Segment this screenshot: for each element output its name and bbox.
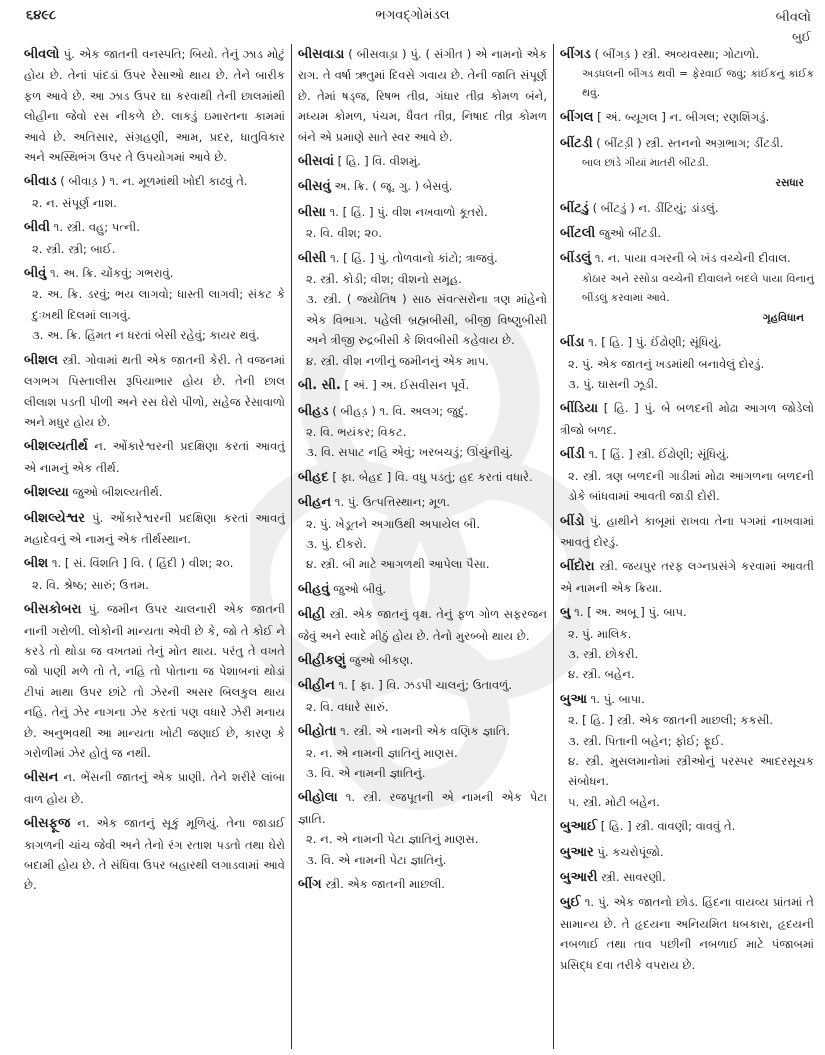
sense-definition: ૩. પું. દીકરો. bbox=[306, 536, 367, 551]
dictionary-entry bbox=[298, 675, 547, 717]
sense-definition: ૪. સ્ત્રી. બહેન. bbox=[568, 667, 635, 682]
dictionary-entry bbox=[24, 508, 285, 550]
dictionary-entry bbox=[560, 867, 814, 888]
definition: [ હિ. ] વિ. વીશમું. bbox=[337, 154, 421, 169]
book-title: ભગવદ્ગોમંડલ bbox=[375, 8, 450, 23]
headword: બીંડિયા bbox=[560, 401, 599, 417]
headword: બીંટડું bbox=[560, 200, 589, 216]
usage-quote: બાલ છાંડે ગીયાં માતરી બીંટડી. bbox=[582, 157, 709, 170]
headword: બીહીકણું bbox=[298, 652, 346, 668]
definition: સ્ત્રી. એક જાતની માછલી. bbox=[325, 877, 445, 892]
headword: બીસફૂજ bbox=[24, 816, 71, 832]
definition: ન. એક જાતનું સૂકું મૂળિયું. તેના જાડાઈ કાગળની ચાંચ જેવી અને તેનો રંગ રતાશ પડતો તથા ઘેરો બદામી હોય છે. તે સંધિવા ઉપર બહારથી લગાડવામાં આવે છે. bbox=[24, 816, 286, 893]
dictionary-entry bbox=[560, 816, 814, 837]
definition: પું. હાથીને કાબૂમાં રાખવા તેના પગમાં નાખવામાં આવતું દોરડું. bbox=[560, 513, 814, 549]
page-number: ૬૪૯૮ bbox=[26, 8, 57, 23]
definition: સ્ત્રી. ગોવામાં થતી એક જાતની કેરી. તે વજનમાં લગભગ પિસ્તાલીસ રૂપિયાભાર હોય છે. તેની છાલ લીલાશ પડતી પીળી અને રસ ઘેરો પીળો, સહેજ રેસાવાળો અને મધુર હોય છે. bbox=[24, 352, 285, 429]
headword: બીંડા bbox=[560, 335, 585, 351]
sense-definition: ૨. પું. માલિક. bbox=[568, 626, 632, 641]
sense-definition: ૨. વિ. ભયંકર; વિકટ. bbox=[306, 424, 407, 439]
headword: બીસા bbox=[298, 204, 326, 220]
definition: સ્ત્રી. એક જાતનું વૃક્ષ. તેનું ફળ ગોળ સફરજન જેવું અને સ્વાદે મીઠું હોય છે. તેનો મુરબ્બો થાય છે. bbox=[298, 607, 547, 643]
dictionary-entry bbox=[560, 892, 814, 975]
sense-definition: ૪. સ્ત્રી. બી માટે આગળથી આપેલા પૈસા. bbox=[306, 557, 490, 572]
definition: અ. ક્રિ. ( જૂ. ગુ. ) બેસવું. bbox=[334, 179, 453, 194]
definition: ( બીહડ઼ ) ૧. વિ. અલગ; જુદું. bbox=[332, 403, 469, 418]
dictionary-entry bbox=[298, 467, 547, 488]
headword: બીહવું bbox=[298, 581, 330, 597]
dictionary-entry bbox=[24, 217, 285, 259]
definition: ૧. [ સં. વિંશતિ ] વિ. ( હિંદી ) વીશ; ૨૦. bbox=[51, 556, 234, 571]
headword: બીવી bbox=[24, 220, 50, 236]
headword: બીહોલા bbox=[298, 790, 338, 806]
dictionary-entry bbox=[298, 787, 547, 870]
usage-quote: કોઠાર અને રસોડા વચ્ચેની દીવાલને બદલે પાયા વિનાનું બીંડલું કરવામાં આવે. bbox=[582, 272, 814, 304]
headword: બીહીન bbox=[298, 678, 335, 694]
definition: [ હિ. ] સ્ત્રી. વાવણી; વાવવું તે. bbox=[600, 819, 736, 834]
definition: જુઓ બીકણ. bbox=[349, 652, 414, 667]
dictionary-entry bbox=[24, 350, 285, 433]
dictionary-entry bbox=[24, 482, 285, 503]
dictionary-entry bbox=[298, 874, 547, 895]
definition: [ અં. ] અ. ઈસવીસન પૂર્વે. bbox=[344, 378, 470, 393]
usage-quote: અડધલની બીંગડ થવી = ફેરવાઈ જવું; કાંઈકનું કાંઈક થવું. bbox=[582, 68, 814, 100]
column-2 bbox=[292, 44, 554, 1049]
headword: બીહદ bbox=[298, 469, 329, 485]
sense-definition: ૩. અ. ક્રિ. હિંમત ન ધરતાં બેસી રહેવું; કાયર થવું. bbox=[32, 328, 260, 343]
sense-definition: ૨. વિ. વધારે સારું. bbox=[306, 699, 389, 714]
sense-definition: ૨. [ હિ. ] સ્ત્રી. એક જાતની માછલી; કકસી. bbox=[568, 713, 774, 728]
dictionary-entry bbox=[560, 44, 814, 103]
sense-definition: ૩. પું. ઘાસની ઝૂડી. bbox=[568, 377, 658, 392]
dictionary-entry bbox=[560, 602, 814, 685]
sense-definition: ૩. વિ. એ નામની જ્ઞાતિનું. bbox=[306, 766, 426, 780]
headword: બીવાડ bbox=[24, 174, 57, 190]
definition: જુઓ બીવું. bbox=[333, 581, 387, 596]
headword: બુ bbox=[560, 605, 571, 621]
guide-word-first: બીવલો bbox=[775, 10, 811, 25]
headword: બીવલો bbox=[24, 47, 60, 62]
definition: ( બીસવાડ઼ા ) પું. ( સંગીત ) એ નામનો એક રાગ. તે વર્ષા ઋતુમાં દિવસે ગવાય છે. તેની જાતિ સંપૂર્ણ છે. તેમાં ષડ્જ, રિષભ તીવ્ર, ગંધાર તીવ્ર કોમળ બંને, મધ્યમ કોમળ, પંચમ, ધૈવત તીવ્ર, નિષાદ તીવ્ર કોમળ બંને એ પ્રમાણે સાતે સ્વર આવે છે. bbox=[298, 47, 548, 144]
headword: બીસી bbox=[298, 250, 327, 266]
sense-definition: ૩. વિ. એ નામની પેટા જ્ઞાતિનું. bbox=[306, 852, 447, 867]
sense-definition: ૨. ન. સંપૂર્ણ નાશ. bbox=[32, 195, 117, 210]
headword: બુઆર bbox=[560, 844, 594, 860]
dictionary-entry bbox=[560, 133, 814, 194]
dictionary-entry bbox=[298, 44, 547, 147]
sense-definition: ૪. સ્ત્રી. મુસલમાનોમાં સ્ત્રીઓનું પરસ્પર આદરસૂચક સંબોધન. bbox=[568, 753, 814, 789]
dictionary-entry bbox=[560, 107, 814, 128]
headword: બી. સી. bbox=[298, 378, 341, 394]
dictionary-entry bbox=[560, 332, 814, 394]
dictionary-entry bbox=[298, 375, 547, 396]
headword: બીંડો bbox=[560, 513, 585, 529]
dictionary-entry bbox=[298, 176, 547, 197]
definition: ૧. અ. ક્રિ. ચોંકવું; ગભરાવું. bbox=[49, 266, 174, 281]
dictionary-entry bbox=[560, 398, 814, 440]
dictionary-entry bbox=[560, 444, 814, 506]
dictionary-entry bbox=[298, 202, 547, 244]
definition: ૧. પું. એક જાતનો છોડ. હિંદના વાયવ્ય પ્રાંતમાં તે સામાન્ય છે. તે હૃદયના અનિયમિત ધબકારા, હૃદયની નબળાઈ તથા તાવ પછીની નબળાઈ માટે પંજાબમાં પ્રસિદ્ધ દવા તરીકે વપરાય છે. bbox=[560, 895, 814, 972]
definition: ૧. [ હિં. ] પું. વીશ નખવાળો કૂતરો. bbox=[329, 204, 488, 219]
definition: [ અં. બ્યૂગલ ] ન. બીગલ; રણશિંગડું. bbox=[597, 110, 770, 125]
page-header bbox=[0, 0, 825, 44]
dictionary-entry bbox=[24, 813, 285, 896]
headword: બીસવાડા bbox=[298, 47, 345, 62]
sense-definition: ૨. અ. ક્રિ. ડરવું; ભય લાગવો; ધાસ્તી લાગવી; સંકટ કે દુઃખથી દિલમાં લાગવું. bbox=[32, 287, 285, 322]
dictionary-entry bbox=[298, 492, 547, 575]
dictionary-entry bbox=[298, 721, 547, 783]
headword: બીસવું bbox=[298, 179, 331, 195]
headword: બીંગલ bbox=[560, 110, 594, 126]
dictionary-entry bbox=[560, 556, 814, 598]
sense-definition: ૩. સ્ત્રી. પિતાની બહેન; ફોઈ; ફૂઈ. bbox=[568, 733, 724, 748]
dictionary-entry bbox=[560, 198, 814, 219]
headword: બીહી bbox=[298, 607, 326, 623]
definition: જુઓ બીંટડી. bbox=[598, 226, 662, 241]
definition: ૧. [ ફા. ] વિ. ઝડપી ચાલનું; ઉતાવળું. bbox=[338, 678, 512, 693]
definition: જુઓ બીશલ્યતીર્થ. bbox=[72, 485, 163, 500]
definition: ૧. પું. બાપા. bbox=[590, 691, 645, 706]
definition: ( બીંટડ઼ી ) સ્ત્રી. સ્તનનો અગ્રભાગ; ડીંટડી. bbox=[596, 135, 784, 150]
sense-definition: ૨. પું. ખેડૂતને અગાઉથી અપાયેલ બી. bbox=[306, 516, 481, 531]
definition: ૧. સ્ત્રી. વહુ; પત્ની. bbox=[53, 220, 140, 235]
definition: ( બીંટડું ) ન. ડીંટિયું; ડાંડલું. bbox=[592, 200, 719, 215]
headword: બીવું bbox=[24, 266, 47, 282]
dictionary-columns bbox=[24, 44, 814, 1049]
headword: બીહડ bbox=[298, 403, 329, 419]
sense-definition: ૨. સ્ત્રી. કોડી; વીશ; વીશનો સમૂહ. bbox=[306, 272, 462, 287]
headword: બીશલ્યા bbox=[24, 485, 69, 501]
sense-definition: ૨. પું. એક જાતનું ખડમાંથી બનાવેલું દોરડું. bbox=[568, 356, 765, 371]
sense-definition: ૨. વિ. શ્રેષ્ઠ; સારું; ઉત્તમ. bbox=[32, 577, 149, 592]
definition: સ્ત્રી. જયપુર તરફ લગ્નપ્રસંગે કરવામાં આવતી એ નામની એક ક્રિયા. bbox=[560, 559, 814, 595]
headword: બીંદોરા bbox=[560, 559, 595, 575]
dictionary-entry bbox=[24, 553, 285, 595]
dictionary-entry bbox=[560, 689, 814, 812]
headword: બુઆઈ bbox=[560, 819, 598, 835]
headword: બીશ bbox=[24, 556, 49, 572]
definition: ન. ઓંકારેશ્વરની પ્રદક્ષિણા કરતાં આવતું એ નામનું એક તીર્થ. bbox=[24, 439, 285, 475]
dictionary-entry bbox=[298, 604, 547, 646]
sense-definition: ૨. ન. એ નામની પેટા જ્ઞાતિનું માણસ. bbox=[306, 832, 479, 847]
dictionary-entry bbox=[298, 650, 547, 671]
definition: ૧. [ અ. અબૂ ] પું. બાપ. bbox=[574, 605, 687, 620]
definition: પું. ઓંકારેશ્વરની પ્રદક્ષિણા કરતાં આવતું મહાદેવનું એ નામનું એક તીર્થસ્થાન. bbox=[24, 510, 286, 546]
definition: ૧. [ હિં. ] પું. તોળવાનો કાંટો; ત્રાજવું. bbox=[330, 250, 498, 265]
sense-definition: ૨. સ્ત્રી. ત્રણ બળદની ગાડીમાં મોઢા આગળના બળદની ડોકે બાંધવામાં આવતી જાડી દોરી. bbox=[568, 468, 814, 504]
definition: ૧. સ્ત્રી. એ નામની એક વણિક જ્ઞાતિ. bbox=[340, 724, 510, 739]
headword: બીંડલું bbox=[560, 251, 592, 267]
sense-definition: ૨. ન. એ નામની જ્ઞાતિનું માણસ. bbox=[306, 745, 458, 760]
dictionary-entry bbox=[560, 842, 814, 863]
definition: ૧. સ્ત્રી. રજપૂતની એ નામની એક પેટા જ્ઞાતિ. bbox=[298, 790, 548, 826]
headword: બીંગડ bbox=[560, 47, 591, 62]
dictionary-entry bbox=[24, 436, 285, 478]
sense-definition: ૨. સ્ત્રી. સ્ત્રી; બાઈ. bbox=[32, 241, 116, 256]
headword: બીસન bbox=[24, 770, 59, 786]
definition: [ ફા. બેહદ ] વિ. વધુ પડતું; હદ કરતાં વધારે. bbox=[332, 469, 533, 484]
definition: ૧. પું. ઉત્પત્તિસ્થાન; મૂળ. bbox=[334, 495, 450, 510]
headword: બીંડી bbox=[560, 447, 586, 463]
definition: ૧. [ હિ. ] પું. ઈંઢોણી; સૂંધિયું. bbox=[588, 335, 722, 350]
definition: પું. જમીન ઉપર ચાલનારી એક જાતની નાની ગરોળી. લોકોની માન્યતા એવી છે કે, જો તે કોઈ ને કરડે તો થોડા જ વખતમાં તેનું મોત થાય. પરંતુ તે વખતે જો પાણી મળે તો તે, નહિ તો પોતાના જ પેશાબનાં થોડાં ટીપાં માથા ઉપર છાંટે તો ઝેરની અસર બિલકુલ થાય નહિ. તેનું ઝેર નાગના ઝેર કરતાં પણ વધારે ઝેરી મનાય છે. અનુભવથી આ માન્યતા ખોટી જણાઈ છે, કારણ કે ગરોળીમાં ઝેર હોતું જ નથી. bbox=[24, 602, 285, 760]
definition: ૧. [ હિં. ] સ્ત્રી. ઈંઢોણી; સૂંધિયું. bbox=[588, 447, 730, 462]
definition: [ હિ. ] પું. બે બળદની મોઢા આગળ જોડેલો ત્રીજો બળદ. bbox=[560, 401, 814, 437]
dictionary-entry bbox=[298, 248, 547, 371]
headword: બુઈ bbox=[560, 895, 581, 911]
dictionary-entry bbox=[24, 767, 285, 809]
headword: બીંટલી bbox=[560, 226, 596, 242]
column-3 bbox=[554, 44, 814, 1049]
dictionary-entry bbox=[560, 511, 814, 553]
sense-definition: ૩. વિ. સપાટ નહિ એવું; ખરબચડું; ઊંચુંનીચું. bbox=[306, 445, 513, 460]
sense-definition: ૨. વિ. વીશ; ૨૦. bbox=[306, 226, 382, 241]
definition: સ્ત્રી. સાવરણી. bbox=[601, 870, 666, 884]
headword: બીહોતા bbox=[298, 724, 337, 740]
definition: ( બીંગડ઼ ) સ્ત્રી. અવ્યવસ્થા; ગોટાળો. bbox=[594, 47, 760, 61]
sense-definition: ૫. સ્ત્રી. મોટી બહેન. bbox=[568, 794, 660, 809]
headword: બીશલ bbox=[24, 352, 59, 368]
guide-word-last: બુઈ bbox=[792, 30, 811, 44]
dictionary-entry bbox=[24, 263, 285, 346]
headword: બુઆરી bbox=[560, 870, 598, 885]
sense-definition: ૩. સ્ત્રી. છોકરી. bbox=[568, 646, 639, 661]
definition: પું. એક જાતની વનસ્પતિ; બિયો. તેનું ઝાડ મોટું હોય છે. તેનાં પાંદડાં ઉપર રેસાઓ થાય છે. તેને બારીક ફળ આવે છે. આ ઝાડ ઉપર ઘા કરવાથી તેની છાલમાંથી લોહીના જેવો રસ નીકળે છે. લાકડું ઇમારતના કામમાં આવે છે. અતિસાર, સંગ્રહણી, આમ, પ્રદર, ધાતુવિકાર અને અસ્થિભંગ ઉપર તે ઉપયોગમાં આવે છે. bbox=[24, 47, 285, 165]
dictionary-entry bbox=[24, 599, 285, 763]
headword: બીશલ્યેશ્વર bbox=[24, 510, 85, 526]
column-1 bbox=[24, 44, 292, 1049]
sense-definition: ૩. સ્ત્રી. ( જ્યોતિષ ) સાઠ સંવત્સરોના ત્રણ માંહેનો એક વિભાગ. પહેલી બ્રહ્મબીસી, બીજી વિષ્ણુબીસી અને ત્રીજી રુદ્રબીસી કે શિવબીસી કહેવાય છે. bbox=[306, 292, 547, 348]
quote-source: રસધાર bbox=[775, 177, 804, 190]
headword: બીહન bbox=[298, 495, 332, 511]
definition: ન. ભેંસની જાતનું એક પ્રાણી. તેને શરીરે લાંબા વાળ હોય છે. bbox=[24, 770, 286, 806]
quote-source: ગૃહવિધાન bbox=[762, 311, 804, 324]
dictionary-entry bbox=[298, 401, 547, 463]
dictionary-entry bbox=[24, 171, 285, 213]
headword: બુઆ bbox=[560, 691, 587, 707]
headword: બીંટડી bbox=[560, 135, 593, 151]
headword: બીસકોબરા bbox=[24, 602, 82, 618]
headword: બીશલ્યતીર્થ bbox=[24, 439, 88, 455]
dictionary-entry bbox=[560, 248, 814, 328]
definition: ૧. ન. પાયા વગરની બે ખંડ વચ્ચેની દીવાલ. bbox=[594, 251, 791, 266]
headword: બીંગ bbox=[298, 877, 322, 893]
dictionary-entry bbox=[560, 223, 814, 244]
dictionary-entry bbox=[298, 151, 547, 172]
dictionary-entry bbox=[298, 579, 547, 600]
dictionary-entry bbox=[24, 44, 285, 167]
definition: ( બીવાડ઼ ) ૧. ન. મૂળમાંથી ખોદી કાઢવું તે. bbox=[60, 174, 248, 189]
definition: પું. કચરોપૂંજો. bbox=[597, 844, 664, 859]
headword: બીસવાં bbox=[298, 154, 334, 170]
sense-definition: ૪. સ્ત્રી. વીશ નળીનું જમીનનું એક માપ. bbox=[306, 353, 489, 368]
